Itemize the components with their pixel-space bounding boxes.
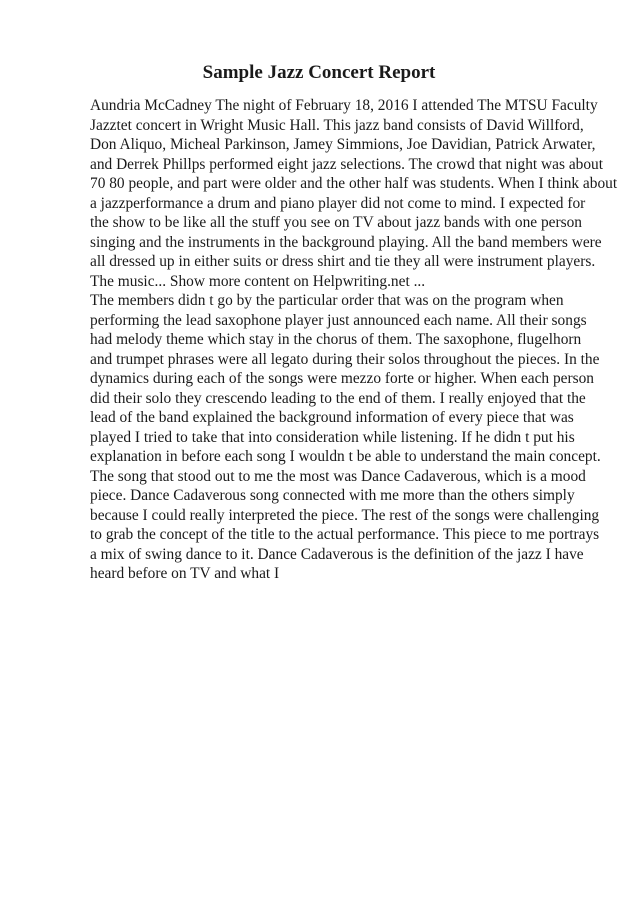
body-line: had melody theme which stay in the chorus of them. The saxophone, flugelhorn: [90, 331, 582, 348]
body-line: did their solo they crescendo leading to the end of them. I really enjoyed that the: [90, 389, 586, 407]
body-line: The song that stood out to me the most was Dance Cadaverous, which is a mood: [90, 467, 586, 485]
body-line: to grab the concept of the title to the actual performance. This piece to me portrays: [90, 526, 600, 543]
body-line: Don Aliquo, Micheal Parkinson, Jamey Simmions, Joe Davidian, Patrick Arwater,: [90, 136, 596, 153]
body-line: a mix of swing dance to it. Dance Cadaverous is the definition of the jazz I have: [90, 545, 584, 563]
body-line: lead of the band explained the background information of every piece that was: [90, 409, 574, 426]
body-line: piece. Dance Cadaverous song connected with me more than the others simply: [90, 487, 575, 504]
body-line: dynamics during each of the songs were mezzo forte or higher. When each person: [90, 370, 595, 387]
document-body: [90, 96, 630, 584]
body-line: Aundria McCadney The night of February 18, 2016 I attended The MTSU Faculty: [90, 97, 598, 114]
body-line: heard before on TV and what I: [90, 565, 280, 582]
body-line: Jazztet concert in Wright Music Hall. This jazz band consists of David Willford,: [90, 116, 584, 134]
body-line: 70 80 people, and part were older and the other half was students. When I think about: [90, 175, 618, 192]
body-line: performing the lead saxophone player just announced each name. All their songs: [90, 311, 587, 329]
body-line: and Derrek Phillps performed eight jazz selections. The crowd that night was about: [90, 155, 604, 173]
body-line: all dressed up in either suits or dress shirt and tie they all were instrument players.: [90, 253, 596, 270]
body-line: because I could really interpreted the piece. The rest of the songs were challenging: [90, 506, 600, 524]
show-more-line: The music... Show more content on Helpwriting.net ...: [90, 272, 426, 290]
document-title: Sample Jazz Concert Report: [202, 62, 436, 83]
body-line: singing and the instruments in the background playing. All the band members were: [90, 233, 602, 251]
body-line: a jazzperformance a drum and piano player did not come to mind. I expected for: [90, 194, 586, 212]
body-line: the show to be like all the stuff you see on TV about jazz bands with one person: [90, 214, 582, 231]
body-line: The members didn t go by the particular order that was on the program when: [90, 292, 564, 309]
body-line: and trumpet phrases were all legato during their solos throughout the pieces. In the: [90, 350, 600, 368]
body-line: explanation in before each song I wouldn t be able to understand the main concept.: [90, 448, 601, 465]
body-line: played I tried to take that into consideration while listening. If he didn t put his: [90, 428, 575, 446]
